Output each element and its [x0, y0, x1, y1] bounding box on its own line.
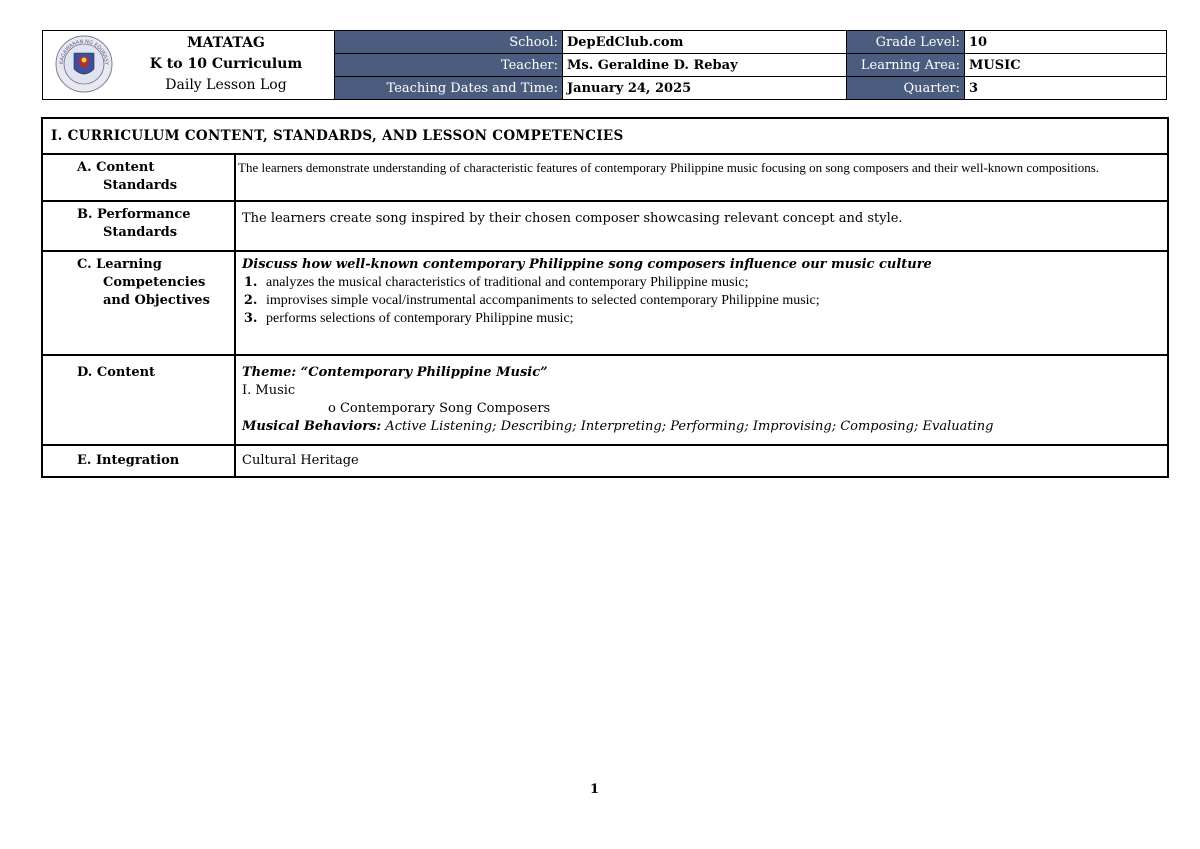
objective-item: 3. performs selections of contemporary Philippine music; — [262, 310, 1161, 328]
quarter-label: Quarter: — [847, 77, 965, 100]
lesson-table — [41, 117, 1169, 478]
theme-text: Theme: “Contemporary Philippine Music” — [242, 365, 548, 380]
page-number: 1 — [590, 782, 600, 797]
content-label: D. Content — [42, 355, 235, 445]
title-daily-lesson-log: Daily Lesson Log — [165, 77, 287, 93]
title-block — [43, 31, 335, 100]
school-label: School: — [335, 31, 563, 54]
music-item: I. Music — [242, 383, 296, 398]
title-matatag: MATATAG — [187, 35, 265, 51]
objective-item: 1. analyzes the musical characteristics of traditional and contemporary Philippine music; — [262, 274, 1161, 292]
section-heading: I. CURRICULUM CONTENT, STANDARDS, AND LESSON COMPETENCIES — [42, 118, 1168, 154]
header-table — [42, 30, 1167, 100]
integration-text: Cultural Heritage — [235, 445, 1168, 477]
learning-area-value: MUSIC — [965, 54, 1167, 77]
integration-label: E. Integration — [42, 445, 235, 477]
quarter-value: 3 — [965, 77, 1167, 100]
learning-competencies-cell — [235, 251, 1168, 355]
objectives-list — [242, 274, 1161, 328]
contemporary-composers-subitem: o Contemporary Song Composers — [328, 401, 551, 416]
content-cell — [235, 355, 1168, 445]
title-curriculum: K to 10 Curriculum — [149, 56, 303, 72]
performance-standards-label: B. Performance Standards — [42, 201, 235, 251]
competency-heading: Discuss how well-known contemporary Philippine song composers influence our music culture — [242, 257, 932, 272]
objective-item: 2. improvises simple vocal/instrumental accompaniments to selected contemporary Philippine music; — [262, 292, 1161, 310]
content-standards-text: The learners demonstrate understanding of characteristic features of contemporary Philippine music focusing on song composers and their well-known compositions. — [235, 154, 1168, 201]
deped-seal-icon — [55, 35, 113, 93]
learning-competencies-label: C. Learning Competencies and Objectives — [42, 251, 235, 355]
musical-behaviors: Musical Behaviors: Active Listening; Describing; Interpreting; Performing; Improvising; Composing; Evaluating — [242, 419, 994, 434]
teacher-label: Teacher: — [335, 54, 563, 77]
content-standards-label: A. Content Standards — [42, 154, 235, 201]
grade-level-label: Grade Level: — [847, 31, 965, 54]
teaching-dates-label: Teaching Dates and Time: — [335, 77, 563, 100]
learning-area-label: Learning Area: — [847, 54, 965, 77]
seal-text: KAGAWARAN NG EDUKASY — [58, 38, 110, 65]
grade-level-value: 10 — [965, 31, 1167, 54]
school-value: DepEdClub.com — [563, 31, 847, 54]
performance-standards-text: The learners create song inspired by their chosen composer showcasing relevant concept and style. — [235, 201, 1168, 251]
teacher-value: Ms. Geraldine D. Rebay — [563, 54, 847, 77]
teaching-dates-value: January 24, 2025 — [563, 77, 847, 100]
